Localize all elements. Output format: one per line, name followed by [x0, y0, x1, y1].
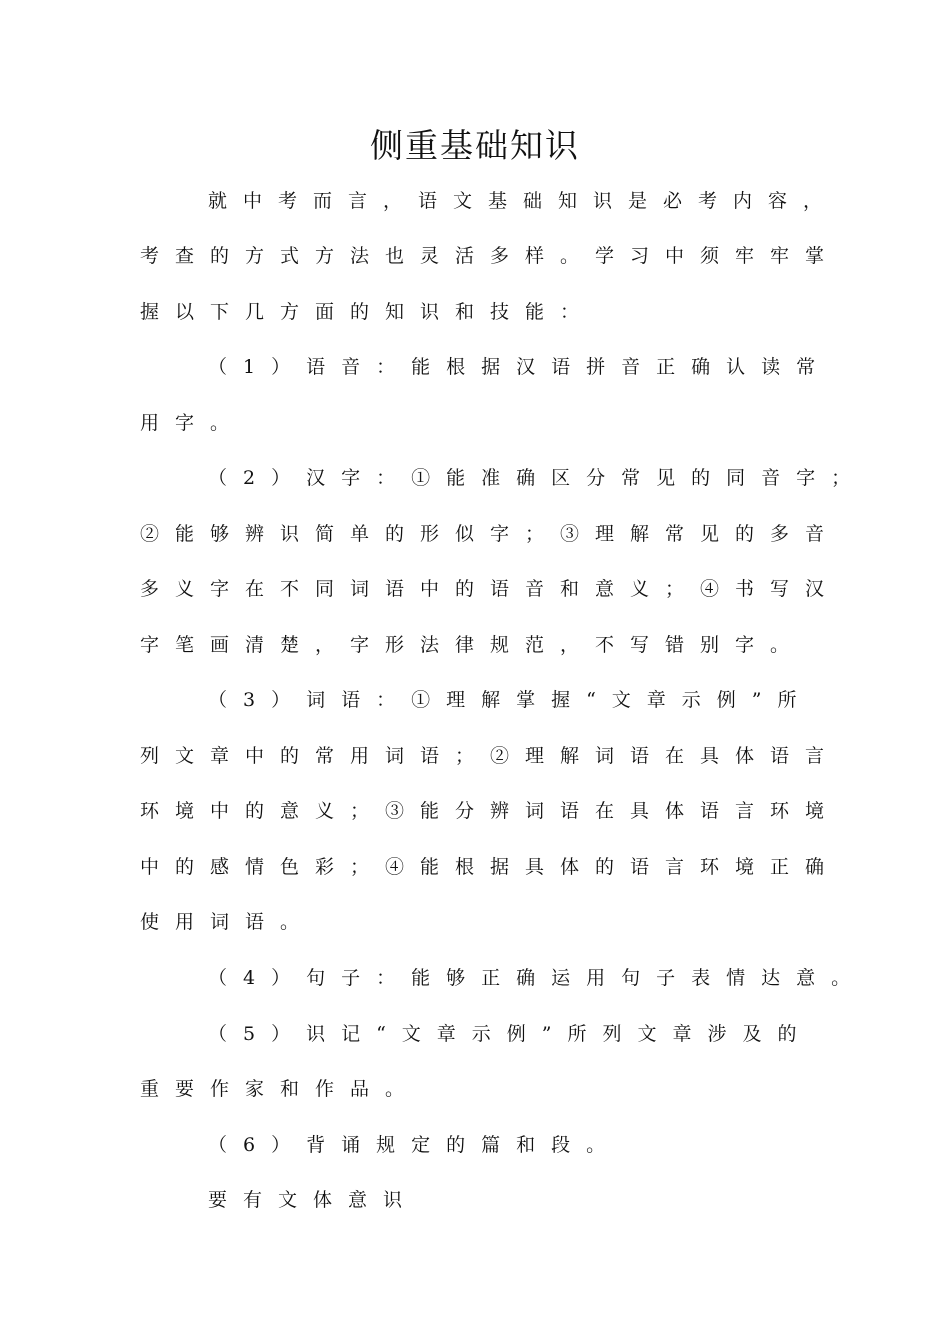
- paragraph-line: 就中考而言，语文基础知识是必考内容，: [208, 190, 839, 212]
- paragraph-line: 使用词语。: [140, 911, 316, 933]
- paragraph-line: 握以下几方面的知识和技能：: [140, 301, 596, 323]
- paragraph-line: （1）语音：能根据汉语拼音正确认读常: [208, 356, 832, 378]
- section-heading: 要有文体意识: [208, 1189, 419, 1211]
- paragraph-line: 用字。: [140, 412, 246, 434]
- paragraph-line: （2）汉字：①能准确区分常见的同音字；: [208, 467, 867, 489]
- paragraph-line: （3）词语：①理解掌握“文章示例”所: [208, 689, 813, 711]
- paragraph-line: 列文章中的常用词语；②理解词语在具体语言: [140, 745, 841, 767]
- paragraph-line: ②能够辨识简单的形似字；③理解常见的多音: [140, 523, 841, 545]
- paragraph-line: 字笔画清楚，字形法律规范，不写错别字。: [140, 634, 806, 656]
- paragraph-line: （4）句子：能够正确运用句子表情达意。: [208, 967, 867, 989]
- paragraph-line: 重要作家和作品。: [140, 1078, 421, 1100]
- paragraph-line: （6）背诵规定的篇和段。: [208, 1134, 622, 1156]
- paragraph-line: 多义字在不同词语中的语音和意义；④书写汉: [140, 578, 841, 600]
- paragraph-line: 考查的方式方法也灵活多样。学习中须牢牢掌: [140, 245, 841, 267]
- paragraph-line: （5）识记“文章示例”所列文章涉及的: [208, 1023, 813, 1045]
- paragraph-line: 环境中的意义；③能分辨词语在具体语言环境: [140, 800, 841, 822]
- paragraph-line: 中的感情色彩；④能根据具体的语言环境正确: [140, 856, 841, 878]
- page-title: 侧重基础知识: [370, 126, 580, 165]
